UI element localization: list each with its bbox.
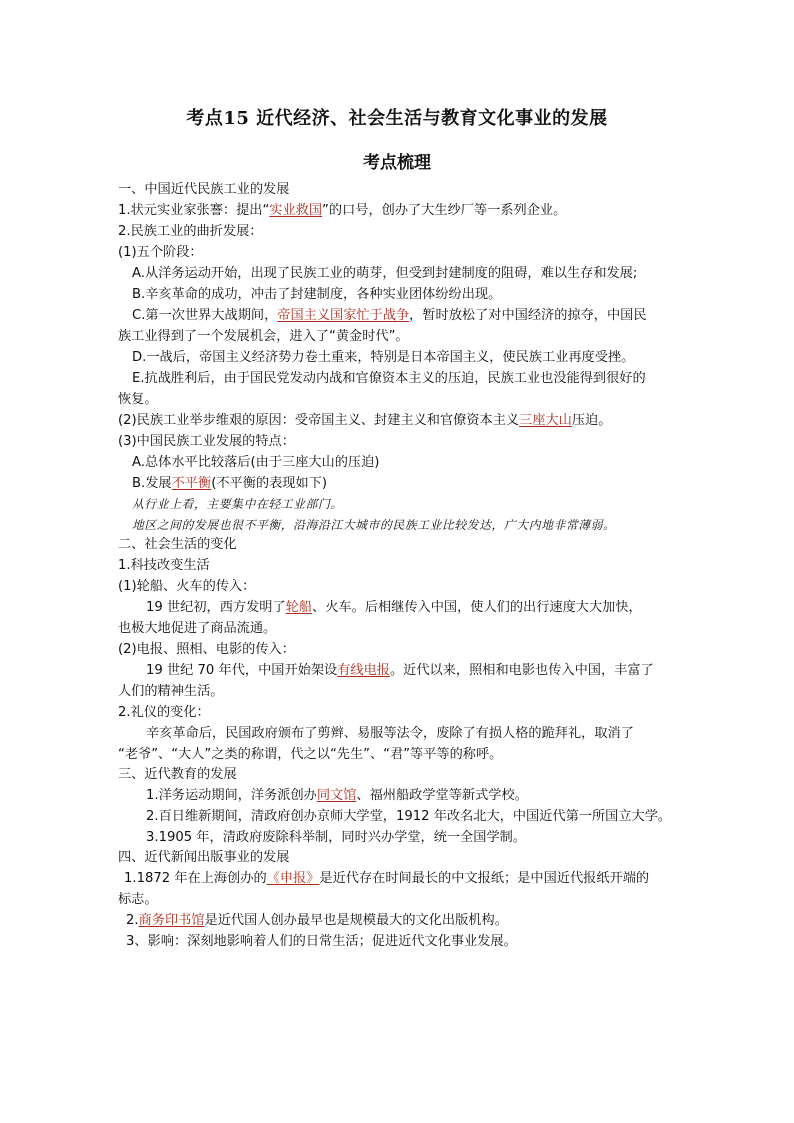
highlight-shenbao: 《申报》 [266, 871, 320, 886]
section-1-heading: 一、中国近代民族工业的发展 [118, 182, 290, 197]
paragraph-commercial-press: 2.商务印书馆是近代国人创办最早也是规模最大的文化出版机构。 [126, 913, 508, 928]
stage-c-cont: 族工业得到了一个发展机会，进入了“黄金时代”。 [118, 329, 409, 344]
stage-a: A.从洋务运动开始，出现了民族工业的萌芽，但受到封建制度的阻碍，难以生存和发展; [132, 266, 638, 281]
page-title: 考点15 近代经济、社会生活与教育文化事业的发展 [186, 108, 608, 129]
section-2-heading: 二、社会生活的变化 [118, 537, 237, 552]
highlight-commercial-press: 商务印书馆 [138, 913, 205, 928]
paragraph-steamship: 19 世纪初，西方发明了轮船、火车。后相继传入中国，使人们的出行速度大大加快， [146, 600, 642, 615]
section-3-heading: 三、近代教育的发展 [118, 767, 237, 782]
stage-e: E.抗战胜利后，由于国民党发动内战和官僚资本主义的压迫，民族工业也没能得到很好的 [132, 371, 646, 386]
paragraph-tech: 1.科技改变生活 [118, 558, 210, 573]
paragraph-influence: 3、影响：深刻地影响着人们的日常生活；促进近代文化事业发展。 [126, 934, 517, 949]
paragraph-zhangjian: 1.状元实业家张謇：提出“实业救国”的口号，创办了大生纱厂等一系列企业。 [118, 203, 567, 218]
highlight-shiye-jiuguo: 实业救国 [269, 203, 323, 218]
section-4-heading: 四、近代新闻出版事业的发展 [118, 850, 290, 865]
stage-c: C.第一次世界大战期间，帝国主义国家忙于战争，暂时放松了对中国经济的掠夺，中国民 [132, 308, 647, 323]
paragraph-ships-trains: (1)轮船、火车的传入： [118, 579, 256, 594]
highlight-three-mountains: 三座大山 [519, 413, 572, 428]
paragraph-steamship-cont: 也极大地促进了商品流通。 [118, 621, 277, 636]
paragraph-five-stages: (1)五个阶段： [118, 245, 203, 260]
paragraph-telegraph: 19 世纪 70 年代，中国开始架设有线电报。近代以来，照相和电影也传入中国，丰富了 [146, 663, 654, 678]
paragraph-etiquette-cont: “老爷”、“大人”之类的称谓，代之以“先生”、“君”等平等的称呼。 [118, 747, 503, 762]
paragraph-keju: 3.1905 年，清政府废除科举制，同时兴办学堂，统一全国学制。 [146, 830, 527, 845]
paragraph-twists: 2.民族工业的曲折发展： [118, 224, 263, 239]
paragraph-features: (3)中国民族工业发展的特点： [118, 434, 295, 449]
stage-b: B.辛亥革命的成功，冲击了封建制度，各种实业团体纷纷出现。 [132, 287, 502, 302]
paragraph-tongwenguan: 1.洋务运动期间，洋务派创办同文馆、福州船政学堂等新式学校。 [146, 788, 528, 803]
page-subtitle: 考点梳理 [363, 153, 431, 173]
paragraph-shenbao-cont: 标志。 [118, 892, 158, 907]
handwritten-note-industry: 从行业上看，主要集中在轻工业部门。 [132, 497, 343, 511]
highlight-unbalanced: 不平衡 [171, 476, 212, 491]
stage-e-cont: 恢复。 [118, 392, 158, 407]
feature-b: B.发展不平衡(不平衡的表现如下) [132, 476, 327, 491]
highlight-tongwenguan: 同文馆 [316, 788, 357, 803]
paragraph-shenbao: 1.1872 年在上海创办的《申报》是近代存在时间最长的中文报纸；是中国近代报纸开端的 [124, 871, 650, 886]
handwritten-note-region: 地区之间的发展也很不平衡，沿海沿江大城市的民族工业比较发达，广大内地非常薄弱。 [132, 518, 616, 532]
paragraph-jingshi: 2.百日维新期间，清政府创办京师大学堂，1912 年改名北大，中国近代第一所国立大学。 [146, 809, 672, 824]
paragraph-telegraph-cont: 人们的精神生活。 [118, 684, 224, 699]
paragraph-etiquette-head: 2.礼仪的变化： [118, 705, 210, 720]
highlight-imperialist-war: 帝国主义国家忙于战争 [277, 308, 410, 323]
highlight-telegraph: 有线电报 [337, 663, 390, 678]
highlight-steamship: 轮船 [285, 600, 313, 615]
feature-a: A.总体水平比较落后(由于三座大山的压迫) [132, 455, 380, 470]
paragraph-reasons: (2)民族工业举步维艰的原因：受帝国主义、封建主义和官僚资本主义三座大山压迫。 [118, 413, 612, 428]
stage-d: D.一战后，帝国主义经济势力卷土重来，特别是日本帝国主义，使民族工业再度受挫。 [132, 350, 635, 365]
paragraph-telegraph-head: (2)电报、照相、电影的传入： [118, 642, 295, 657]
paragraph-etiquette: 辛亥革命后，民国政府颁布了剪辫、易服等法令，废除了有损人格的跪拜礼，取消了 [146, 726, 634, 741]
